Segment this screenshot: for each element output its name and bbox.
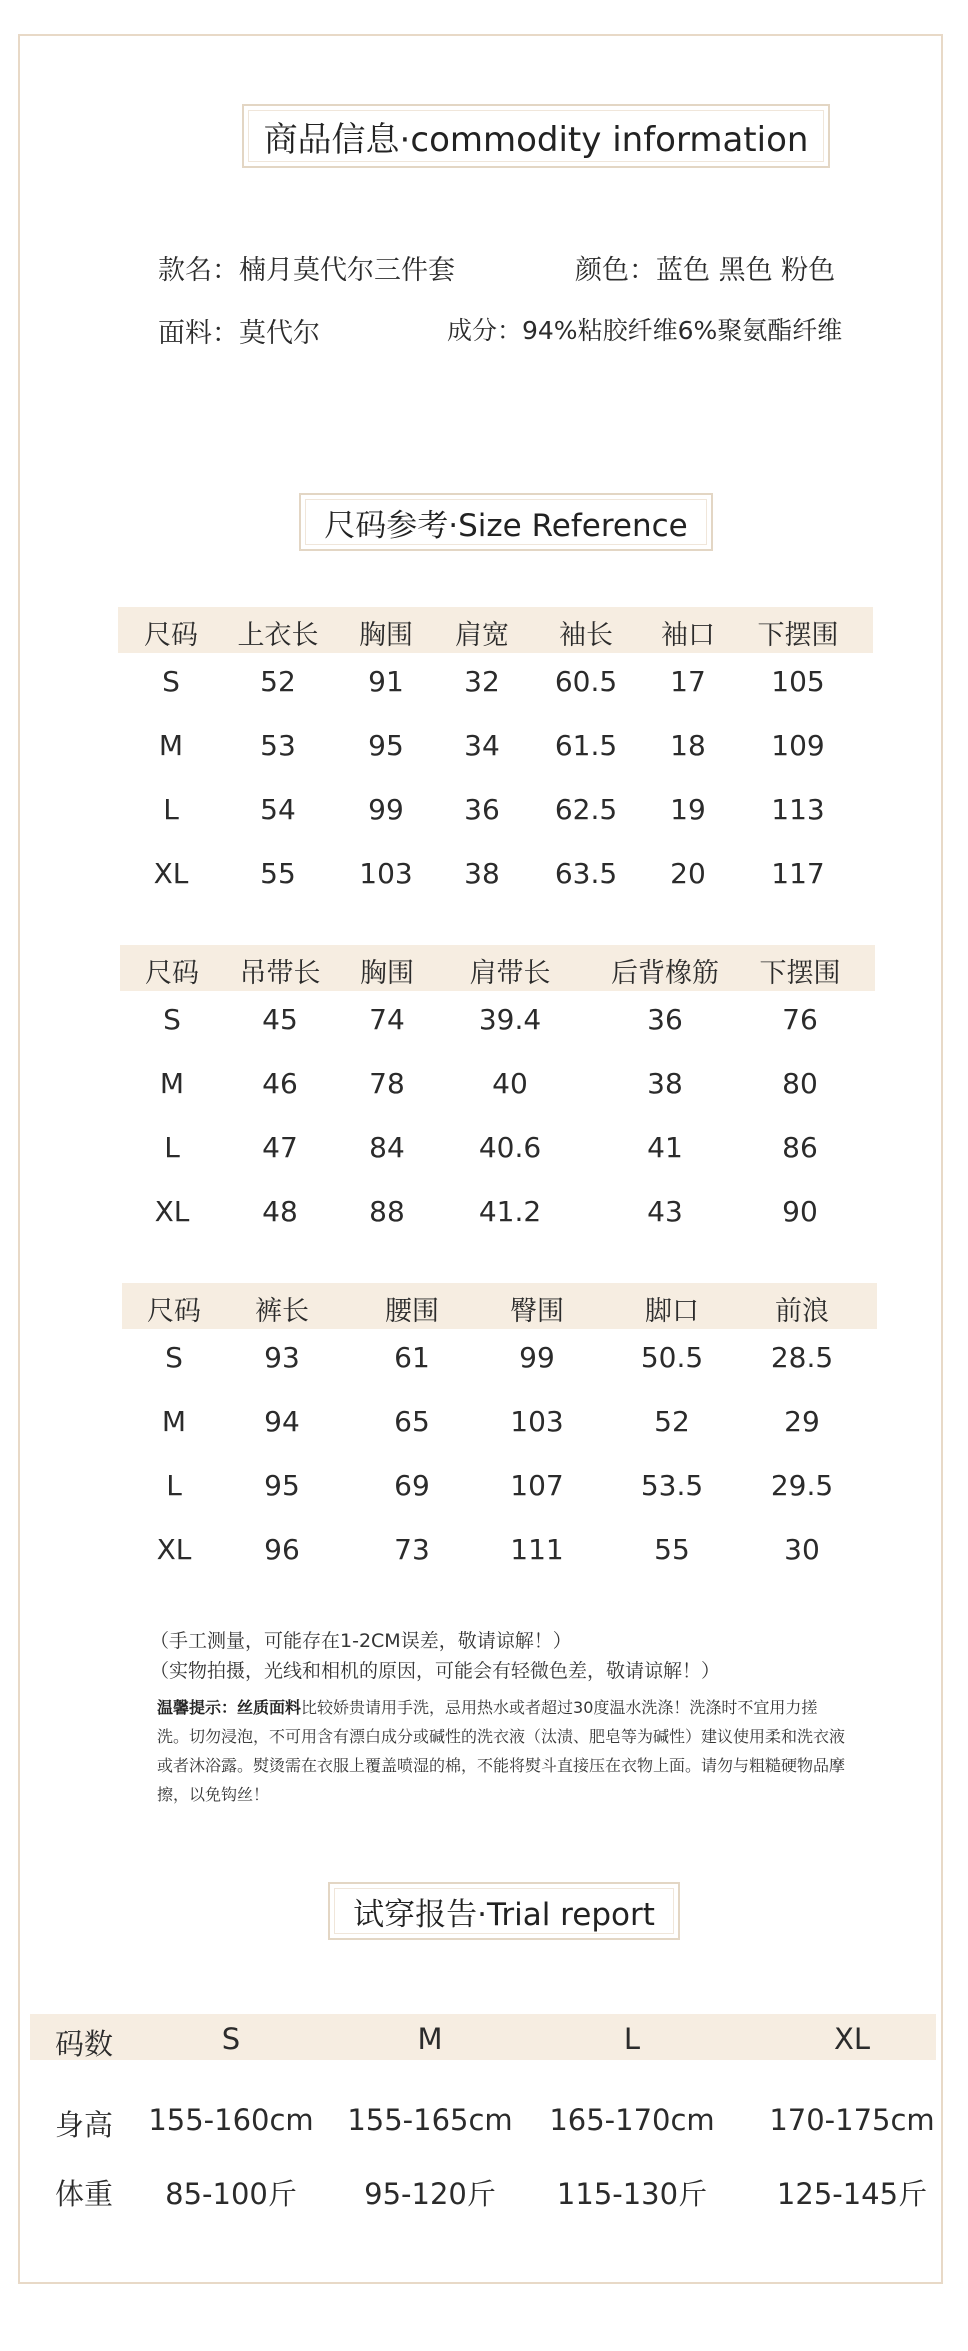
table-cell: XL	[153, 857, 189, 890]
table-cell: 105	[771, 665, 825, 698]
table-cell: 63.5	[554, 857, 618, 890]
height-value: 170-175cm	[769, 2103, 935, 2137]
table-cell: S	[163, 1003, 181, 1036]
table-cell: 55	[260, 857, 296, 890]
header-cell: 臀围	[510, 1296, 564, 1327]
table-cell: L	[163, 793, 179, 826]
header-cell: 前浪	[775, 1296, 829, 1327]
table-cell: L	[164, 1131, 180, 1164]
weight-value: 115-130斤	[556, 2177, 708, 2211]
measure-note: （手工测量，可能存在1-2CM误差，敬请谅解！）	[150, 1630, 572, 1652]
table-cell: 74	[369, 1003, 405, 1036]
table-cell: 50.5	[640, 1341, 704, 1374]
header-cell: 腰围	[385, 1296, 439, 1327]
table-cell: 109	[771, 729, 825, 762]
care-tip	[157, 1693, 847, 1809]
header-cell: 尺码	[147, 1296, 201, 1327]
header-cell: 下摆围	[759, 958, 841, 989]
table-cell: XL	[154, 1195, 190, 1228]
table-cell: M	[161, 1405, 187, 1438]
trial-header-cell: S	[221, 2022, 241, 2056]
height-value: 155-165cm	[347, 2103, 513, 2137]
header-cell: 肩宽	[455, 620, 509, 651]
composition: 成分：94%粘胶纤维6%聚氨酯纤维	[447, 316, 843, 345]
table-cell: 93	[264, 1341, 300, 1374]
table-cell: 36	[464, 793, 500, 826]
header-cell: 裤长	[255, 1296, 309, 1327]
table-cell: 46	[262, 1067, 298, 1100]
commodity-section-title: 商品信息·commodity information	[242, 104, 830, 168]
header-cell: 胸围	[359, 620, 413, 651]
header-cell: 袖长	[559, 620, 613, 651]
table-cell: 52	[654, 1405, 690, 1438]
table-cell: 29.5	[770, 1469, 834, 1502]
table-cell: 69	[394, 1469, 430, 1502]
table-cell: 38	[647, 1067, 683, 1100]
header-cell: 后背橡筋	[611, 958, 719, 989]
table-cell: 20	[670, 857, 706, 890]
weight-label: 体重	[55, 2177, 114, 2211]
trial-table-header	[30, 2014, 936, 2060]
table-cell: 30	[784, 1533, 820, 1566]
header-cell: 肩带长	[469, 958, 551, 989]
style-name: 款名：楠月莫代尔三件套	[158, 255, 455, 286]
table-cell: 62.5	[554, 793, 618, 826]
height-label: 身高	[55, 2108, 114, 2142]
header-cell: 胸围	[360, 958, 414, 989]
table-cell: M	[159, 1067, 185, 1100]
trial-section-title: 试穿报告·Trial report	[328, 1882, 680, 1940]
table-cell: S	[162, 665, 180, 698]
table-cell: 28.5	[770, 1341, 834, 1374]
table-cell: 91	[368, 665, 404, 698]
table-cell: 52	[260, 665, 296, 698]
table-cell: 117	[771, 857, 825, 890]
table-cell: 95	[264, 1469, 300, 1502]
header-cell: 上衣长	[237, 620, 319, 651]
height-value: 165-170cm	[549, 2103, 715, 2137]
header-cell: 下摆围	[757, 620, 839, 651]
table-cell: 78	[369, 1067, 405, 1100]
table-header	[122, 1283, 877, 1329]
trial-header-cell: L	[623, 2022, 641, 2056]
trial-header-cell: XL	[833, 2022, 871, 2056]
table-cell: 96	[264, 1533, 300, 1566]
weight-value: 125-145斤	[776, 2177, 928, 2211]
table-cell: 61	[394, 1341, 430, 1374]
header-cell: 袖口	[661, 620, 715, 651]
table-cell: 43	[647, 1195, 683, 1228]
table-cell: 103	[359, 857, 413, 890]
table-cell: 17	[670, 665, 706, 698]
table-cell: 47	[262, 1131, 298, 1164]
table-cell: 99	[519, 1341, 555, 1374]
table-cell: XL	[156, 1533, 192, 1566]
table-cell: 45	[262, 1003, 298, 1036]
table-cell: 41.2	[478, 1195, 542, 1228]
table-cell: 32	[464, 665, 500, 698]
table-cell: 40.6	[478, 1131, 542, 1164]
table-cell: 54	[260, 793, 296, 826]
header-cell: 脚口	[645, 1296, 699, 1327]
table-cell: 111	[510, 1533, 564, 1566]
tip-fabric: 丝质面料	[237, 1698, 302, 1717]
table-cell: 80	[782, 1067, 818, 1100]
table-cell: 53	[260, 729, 296, 762]
weight-value: 95-120斤	[364, 2177, 496, 2211]
table-cell: 99	[368, 793, 404, 826]
size-section-title: 尺码参考·Size Reference	[299, 493, 713, 551]
table-cell: 36	[647, 1003, 683, 1036]
top-size-table	[118, 607, 873, 897]
weight-value: 85-100斤	[165, 2177, 297, 2211]
table-cell: 86	[782, 1131, 818, 1164]
table-cell: 103	[510, 1405, 564, 1438]
color-options: 颜色：蓝色 黑色 粉色	[575, 255, 836, 286]
trial-header-cell: M	[417, 2022, 443, 2056]
table-cell: S	[165, 1341, 183, 1374]
header-cell: 吊带长	[239, 958, 321, 989]
table-cell: 90	[782, 1195, 818, 1228]
table-cell: 65	[394, 1405, 430, 1438]
table-cell: 55	[654, 1533, 690, 1566]
table-cell: 39.4	[478, 1003, 542, 1036]
table-cell: 61.5	[554, 729, 618, 762]
table-cell: 113	[771, 793, 825, 826]
pants-size-table	[122, 1283, 877, 1573]
table-cell: 84	[369, 1131, 405, 1164]
trial-header-size-label: 码数	[55, 2027, 114, 2061]
fabric: 面料：莫代尔	[158, 318, 320, 349]
table-cell: 34	[464, 729, 500, 762]
table-cell: 19	[670, 793, 706, 826]
table-cell: 41	[647, 1131, 683, 1164]
table-cell: 53.5	[640, 1469, 704, 1502]
cami-size-table	[120, 945, 875, 1235]
table-cell: 107	[510, 1469, 564, 1502]
table-cell: 40	[492, 1067, 528, 1100]
table-cell: M	[158, 729, 184, 762]
table-cell: 95	[368, 729, 404, 762]
table-cell: 94	[264, 1405, 300, 1438]
header-cell: 尺码	[144, 620, 198, 651]
header-cell: 尺码	[145, 958, 199, 989]
table-cell: 38	[464, 857, 500, 890]
table-cell: 76	[782, 1003, 818, 1036]
table-cell: 60.5	[554, 665, 618, 698]
table-cell: 73	[394, 1533, 430, 1566]
photo-note: （实物拍摄，光线和相机的原因，可能会有轻微色差，敬请谅解！）	[150, 1660, 721, 1682]
tip-label: 温馨提示：	[157, 1698, 238, 1717]
table-cell: L	[166, 1469, 182, 1502]
tip-text: 比较娇贵请用手洗，忌用热水或者超过30度温水洗涤！洗涤时不宜用力搓洗。切勿浸泡，不可用含有漂白成分或碱性的洗衣液（汰渍、肥皂等为碱性）建议使用柔和洗衣液或者沐浴露。熨烫需在衣服上覆盖喷湿的棉，不能将熨斗直接压在衣物上面。请勿与粗糙硬物品摩擦，以免钩丝！	[157, 1698, 846, 1804]
table-cell: 48	[262, 1195, 298, 1228]
table-cell: 88	[369, 1195, 405, 1228]
table-cell: 18	[670, 729, 706, 762]
height-value: 155-160cm	[148, 2103, 314, 2137]
table-cell: 29	[784, 1405, 820, 1438]
